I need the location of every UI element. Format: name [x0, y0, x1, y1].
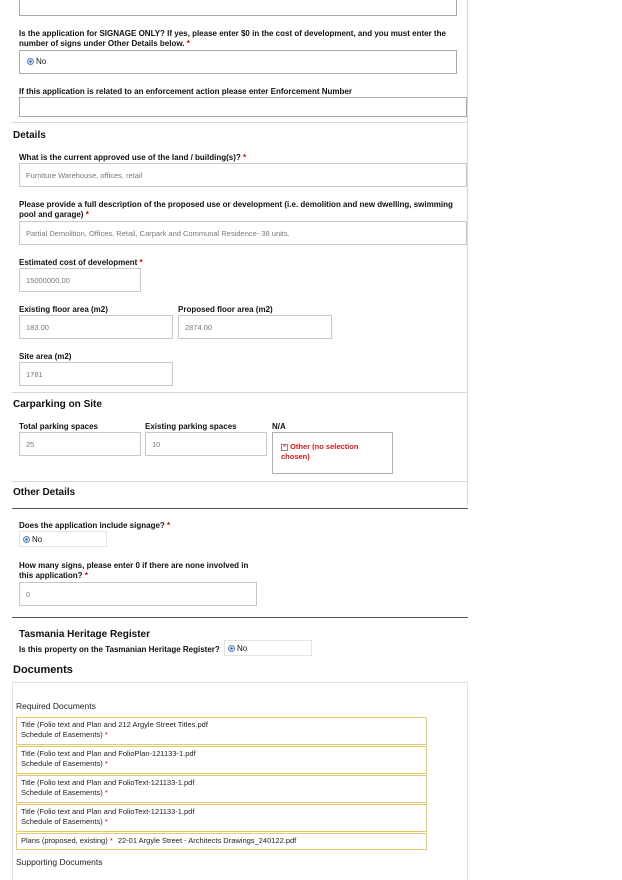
proposed-floor-input[interactable]: 2874.00: [178, 315, 332, 339]
required-mark: *: [167, 521, 171, 530]
carparking-heading: Carparking on Site: [13, 399, 102, 410]
section-divider: [12, 481, 468, 482]
document-subtitle: Schedule of Easements): [21, 817, 103, 826]
radio-selected-icon: [228, 645, 235, 652]
document-row[interactable]: [16, 746, 427, 774]
current-use-text: What is the current approved use of the land / building(s)?: [19, 153, 241, 162]
document-title-line: Title (Folio text and Plan and FolioPlan-121133-1.pdf: [21, 749, 196, 758]
site-area-label: Site area (m2): [19, 352, 72, 361]
heritage-rule: [12, 617, 468, 618]
plans-label: Plans (proposed, existing): [21, 836, 108, 845]
section-divider: [12, 122, 468, 123]
supporting-documents-heading: Supporting Documents: [16, 857, 103, 867]
required-mark: *: [104, 817, 108, 826]
cost-label: [19, 258, 143, 268]
total-parking-label: Total parking spaces: [19, 422, 98, 431]
description-label: [19, 200, 459, 220]
error-icon: ×: [282, 443, 287, 450]
signage-only-field: [19, 50, 457, 74]
signage-only-radio[interactable]: [27, 57, 46, 66]
document-subtitle: Schedule of Easements): [21, 759, 103, 768]
description-input[interactable]: Partial Demolition, Offices, Retail, Carpark and Communal Residence- 38 units.: [19, 221, 467, 245]
existing-parking-input[interactable]: 10: [145, 432, 267, 456]
document-row[interactable]: [16, 717, 427, 745]
current-use-input[interactable]: Furniture Warehouse, offices, retail: [19, 163, 467, 187]
plans-file: 22-01 Argyle Street - Architects Drawings_240122.pdf: [117, 836, 297, 845]
total-parking-input[interactable]: 25: [19, 432, 141, 456]
document-title-line: Title (Folio text and Plan and FolioText-121133-1.pdf: [21, 807, 195, 816]
signage-radio[interactable]: [23, 535, 42, 544]
na-label: N/A: [272, 422, 286, 431]
signage-label: [19, 521, 170, 531]
documents-heading: Documents: [13, 664, 73, 676]
existing-floor-label: Existing floor area (m2): [19, 305, 108, 314]
other-details-rule: [12, 508, 468, 509]
signs-count-input[interactable]: 0: [19, 582, 257, 606]
enforcement-number-input[interactable]: [19, 97, 467, 117]
signage-only-label: [19, 29, 449, 49]
panel-border: [467, 0, 468, 505]
required-mark: *: [186, 39, 190, 48]
required-mark: *: [243, 153, 247, 162]
required-mark: *: [104, 730, 108, 739]
details-heading: Details: [13, 130, 46, 141]
signs-count-text: How many signs, please enter 0 if there are none involved in this application?: [19, 561, 249, 580]
document-subtitle: Schedule of Easements): [21, 788, 103, 797]
existing-floor-input[interactable]: 183.00: [19, 315, 173, 339]
cost-text: Estimated cost of development: [19, 258, 138, 267]
heritage-radio[interactable]: [228, 644, 247, 653]
document-title-line: Title (Folio text and Plan and FolioText-121133-1.pdf: [21, 778, 195, 787]
other-details-heading: Other Details: [13, 487, 76, 498]
top-partial-input[interactable]: [19, 0, 457, 16]
required-documents-heading: Required Documents: [16, 701, 96, 711]
proposed-floor-label: Proposed floor area (m2): [178, 305, 273, 314]
signage-only-value: No: [36, 57, 47, 66]
document-title-line: Title (Folio text and Plan and 212 Argyle Street Titles.pdf: [21, 720, 208, 729]
heritage-label: Is this property on the Tasmanian Heritage Register?: [19, 645, 220, 654]
plans-document-row[interactable]: [16, 833, 427, 850]
radio-selected-icon: [27, 58, 34, 65]
enforcement-label: If this application is related to an enforcement action please enter Enforcement Number: [19, 87, 352, 96]
signage-value: No: [32, 535, 43, 544]
current-use-label: [19, 153, 246, 163]
required-mark: *: [104, 788, 108, 797]
signage-only-text: Is the application for SIGNAGE ONLY? If yes, please enter $0 in the cost of development, and you must enter the number of signs under Other Details below.: [19, 29, 446, 48]
required-mark: *: [109, 836, 113, 845]
cost-input[interactable]: 15000000.00: [19, 268, 141, 292]
signage-text: Does the application include signage?: [19, 521, 165, 530]
section-divider: [12, 392, 468, 393]
radio-selected-icon: [23, 536, 30, 543]
na-value: [281, 442, 366, 464]
required-mark: *: [139, 258, 143, 267]
signs-count-label: [19, 561, 255, 581]
existing-parking-label: Existing parking spaces: [145, 422, 237, 431]
description-text: Please provide a full description of the proposed use or development (i.e. demolition and new dwelling, swimming pool and garage): [19, 200, 453, 219]
heritage-value: No: [237, 644, 248, 653]
document-row[interactable]: [16, 804, 427, 832]
site-area-input[interactable]: 1781: [19, 362, 173, 386]
required-mark: *: [104, 759, 108, 768]
required-mark: *: [84, 571, 88, 580]
document-subtitle: Schedule of Easements): [21, 730, 103, 739]
document-row[interactable]: [16, 775, 427, 803]
na-value-text: Other (no selection chosen): [281, 442, 359, 461]
heritage-heading: Tasmania Heritage Register: [19, 629, 150, 640]
required-mark: *: [85, 210, 89, 219]
